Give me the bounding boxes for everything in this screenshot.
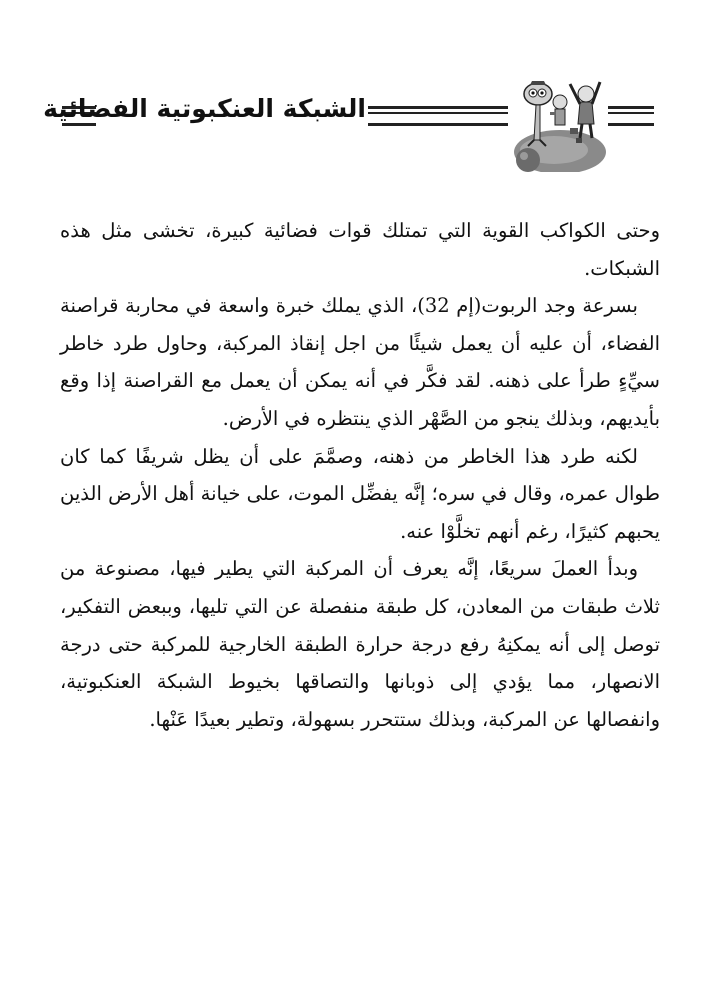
paragraph: بسرعة وجد الربوت(إم 32)، الذي يملك خبرة واسعة في محاربة قراصنة الفضاء، أن عليه أن يعمل شيئًا من اجل إنقاذ المركبة، وحاول طرد خاطر سيِّءٍ طرأ على ذهنه. لقد فكَّر في أنه يمكن أن يعمل مع القراصنة إذا وقع بأيديهم، وبذلك ينجو من الصَّهْر الذي ينتظره في الأرض. [60,294,660,430]
paragraph: وبدأ العملَ سريعًا، إنَّه يعرف أن المركبة التي يطير فيها، مصنوعة من ثلاث طبقات من المعادن، كل طبقة منفصلة عن التي تليها، وببعض التفكير، توصل إلى أنه يمكنِهُ رفع درجة حرارة الطبقة الخارجية للمركبة حتى درجة الانصهار، مما يؤدي إلى ذوبانها والتصاقها بخيوط الشبكة العنكبوتية، وانفصالها عن المركبة، وبذلك ستتحرر بسهولة، وتطير بعيدًا عَنْها. [60,557,660,731]
page-title: الشبكة العنكبوتية الفضائية [43,94,366,123]
paragraph: لكنه طرد هذا الخاطر من ذهنه، وصمَّمَ على أن يظل شريفًا كما كان طوال عمره، وقال في سره؛ إنَّه يفضِّل الموت، على خيانة أهل الأرض الذين يحبهم كثيرًا، رغم أنهم تخلَّوْا عنه. [60,444,660,543]
decorative-rule-right [608,106,654,126]
paragraph: وحتى الكواكب القوية التي تمتلك قوات فضائية كبيرة، تخشى مثل هذه الشبكات. [60,219,660,280]
decorative-rule-middle [368,106,508,126]
robot-characters-icon [510,72,606,172]
article-body [60,212,660,738]
page-header [43,72,664,172]
